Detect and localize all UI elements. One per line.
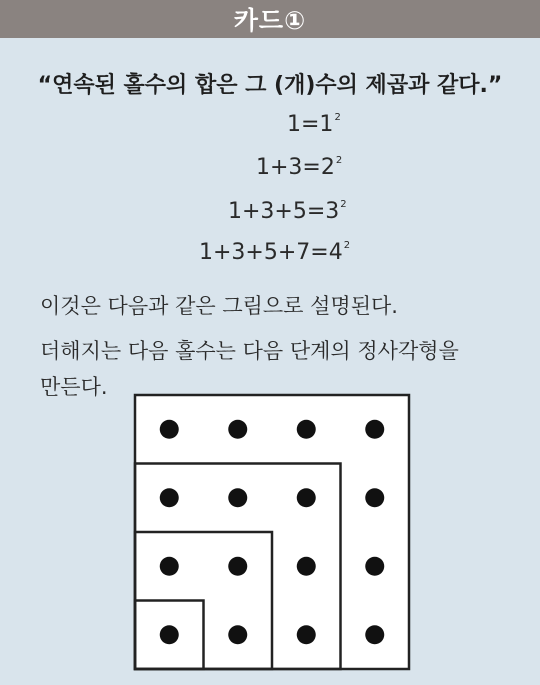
dot	[365, 488, 384, 507]
equation-lhs: 1+3=2	[256, 155, 335, 180]
dot	[228, 557, 247, 576]
dot	[365, 625, 384, 644]
dot	[297, 420, 316, 439]
dot	[160, 488, 179, 507]
description-line-2: 더해지는 다음 홀수는 다음 단계의 정사각형을	[40, 339, 459, 363]
dot	[228, 420, 247, 439]
equation-lhs: 1+3+5+7=4	[199, 240, 343, 265]
dot	[365, 557, 384, 576]
equation-exponent: 2	[335, 154, 343, 166]
dot	[228, 488, 247, 507]
equation-lhs: 1+3+5=3	[228, 199, 340, 224]
dot	[297, 625, 316, 644]
dot	[160, 420, 179, 439]
equation-lhs: 1=1	[287, 112, 334, 137]
dot	[365, 420, 384, 439]
dot	[160, 625, 179, 644]
card-title: 카드①	[233, 6, 307, 35]
dot	[297, 488, 316, 507]
dot	[228, 625, 247, 644]
equation-exponent: 2	[343, 239, 351, 251]
quote-text: “연속된 홀수의 합은 그 (개)수의 제곱과 같다.”	[37, 73, 503, 98]
equation-exponent: 2	[340, 198, 347, 210]
equation-exponent: 2	[334, 111, 341, 123]
description-line-3: 만든다.	[40, 375, 108, 399]
dot	[297, 557, 316, 576]
dot	[160, 557, 179, 576]
description-line-1: 이것은 다음과 같은 그림으로 설명된다.	[40, 294, 398, 318]
